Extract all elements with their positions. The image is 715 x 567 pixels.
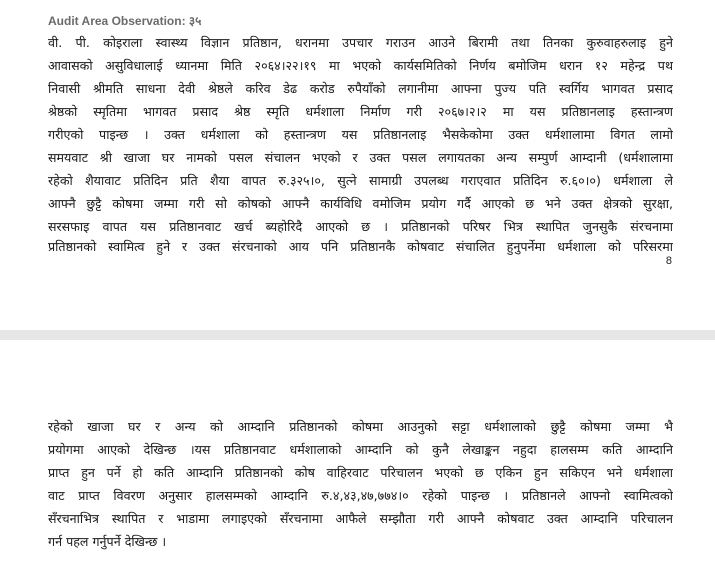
paragraph-line: सँरचनाभित्र स्थापित र भाडामा लगाइएको सँरचनामा आफैले सम्झौता गरी आफ्नै कोषवाट उक्त आम्दानि परिचालन <box>48 511 673 526</box>
page-number: 8 <box>665 255 672 267</box>
paragraph-line: गर्न पहल गर्नुपर्ने देखिन्छ । <box>48 534 167 549</box>
paragraph-line: रहेको शैयावाट प्रतिदिन प्रति शैया वापत रु.३२५।०, सुत्ने सामाग्री उपलब्ध गराएवात प्रतिदिन रु.६०।०) धर्मशाला ले <box>48 173 673 188</box>
paragraph-line: रहेको खाजा घर र अन्य को आम्दानि प्रतिष्ठानको कोषमा आउनुको सट्टा धर्मशालाको छुट्टै कोषमा जम्मा भै <box>48 419 673 434</box>
paragraph-line: वी. पी. कोइराला स्वास्थ्य विज्ञान प्रतिष्ठान, धरानमा उपचार गराउन आउने बिरामी तथा तिनका कुरुवाहरुलाइ हुने <box>48 35 673 50</box>
paragraph-line: सरसफाइ वापत यस प्रतिष्ठानवाट खर्च ब्यहोरिदै आएको छ । प्रतिष्ठानको परिषर भित्र स्थापित जुनसुकै संरचनामा <box>48 219 673 234</box>
paragraph-line: निवासी श्रीमति साधना देवी श्रेष्ठले करिव डेढ करोड रुपैयाँको लगानीमा आफ्ना पुज्य पति स्वर्गिय भागवत प्रसाद <box>48 81 673 96</box>
paragraph-line: वाट प्राप्त विवरण अनुसार हालसम्मको आम्दानि रु.४,४३,४७,७७४।० रहेको पाइन्छ । प्रतिष्ठानले आफ्नो स्वामित्वको <box>48 488 673 503</box>
paragraph-line: प्राप्त हुन पर्ने हो कति आम्दानि प्रतिष्ठानको कोष वाहिरवाट परिचालन भएको छ एकिन हुन सकिएन भने धर्मशाला <box>48 465 673 480</box>
paragraph-line: आवासको असुविधालाई ध्यानमा मिति २०६४।२२।१९ मा भएको कार्यसमितिको निर्णय बमोजिम धरान १२ महेन्द्र पथ <box>48 58 673 73</box>
paragraph-line: आफ्नै छुट्टै कोषमा जम्मा गरी सो कोषको आफ्नै कार्यविधि वमोजिम प्रयोग गर्दै आएको छ भने उक्त क्षेत्रको सुरक्षा, <box>48 196 673 211</box>
paragraph-line: समयवाट श्री खाजा घर नामको पसल संचालन भएको र उक्त पसल लगायतका अन्य सम्पुर्ण आम्दानी (धर्मशालामा <box>48 150 673 165</box>
section-heading: Audit Area Observation: ३५ <box>48 14 202 28</box>
document-page-2 <box>0 340 715 567</box>
page-separator <box>0 330 715 340</box>
paragraph-line: श्रेष्ठको स्मृतिमा भागवत प्रसाद श्रेष्ठ स्मृति धर्मशाला निर्माण गरी २०६७।२।२ मा यस प्रतिष्ठानलाइ हस्तान्त्रण <box>48 104 673 119</box>
paragraph-line: गरीएको पाइन्छ । उक्त धर्मशाला को हस्तान्त्रण यस प्रतिष्ठानलाइ भैसकेकोमा उक्त धर्मशालामा विगत लामो <box>48 127 673 142</box>
paragraph-line: प्रयोगमा आएको देखिन्छ ।यस प्रतिष्ठानवाट धर्मशालाको आम्दानि को कुनै लेखाङ्कन नहुदा हालसम्म कति आम्दानि <box>48 442 673 457</box>
paragraph-line: प्रतिष्ठानको स्वामित्व हुने र उक्त संरचनाको आय पनि प्रतिष्ठानकै कोषवाट संचालित हुनुपर्नेमा धर्मशाला को परिसरमा <box>48 239 673 254</box>
